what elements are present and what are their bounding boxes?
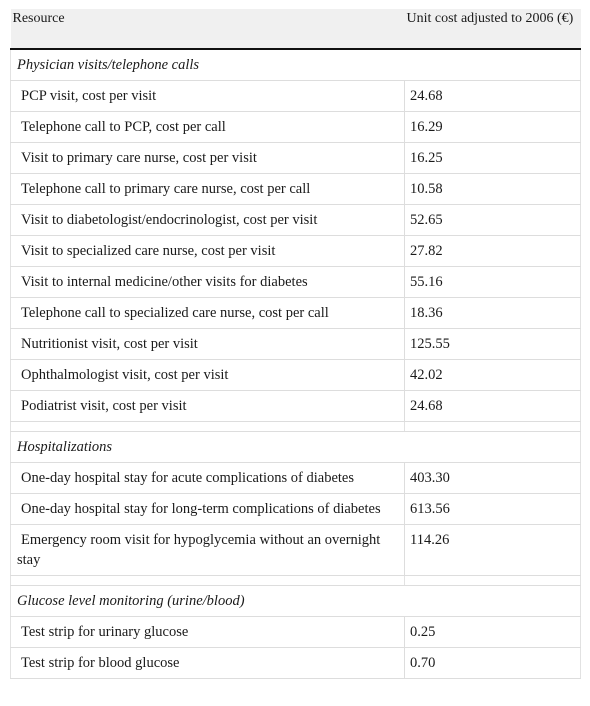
unit-cost-value: 27.82 (405, 236, 581, 267)
unit-cost-value: 24.68 (405, 81, 581, 112)
column-header-unit-cost: Unit cost adjusted to 2006 (€) (405, 9, 581, 49)
section-title: Physician visits/telephone calls (11, 49, 581, 81)
resource-label: Nutritionist visit, cost per visit (11, 329, 405, 360)
unit-cost-value: 55.16 (405, 267, 581, 298)
unit-cost-value: 24.68 (405, 391, 581, 422)
resource-label: Podiatrist visit, cost per visit (11, 391, 405, 422)
table-row (11, 236, 581, 267)
unit-cost-value: 0.25 (405, 617, 581, 648)
table-row (11, 174, 581, 205)
resource-label: One-day hospital stay for long-term complications of diabetes (11, 494, 405, 525)
unit-cost-value: 16.25 (405, 143, 581, 174)
spacer-row (11, 576, 581, 586)
table-row (11, 648, 581, 679)
unit-cost-value: 114.26 (405, 525, 581, 576)
unit-cost-value: 613.56 (405, 494, 581, 525)
table-header-row (11, 9, 581, 49)
table-row (11, 617, 581, 648)
table-row (11, 494, 581, 525)
table-row (11, 205, 581, 236)
unit-cost-value: 18.36 (405, 298, 581, 329)
resource-label: Telephone call to specialized care nurse, cost per call (11, 298, 405, 329)
unit-cost-value: 52.65 (405, 205, 581, 236)
table-row (11, 463, 581, 494)
unit-cost-value: 10.58 (405, 174, 581, 205)
spacer-row (11, 422, 581, 432)
table-row (11, 391, 581, 422)
section-row (11, 432, 581, 463)
resource-label: Test strip for blood glucose (11, 648, 405, 679)
section-title: Glucose level monitoring (urine/blood) (11, 586, 581, 617)
table-row (11, 329, 581, 360)
unit-cost-value: 16.29 (405, 112, 581, 143)
resource-label: Visit to primary care nurse, cost per visit (11, 143, 405, 174)
resource-label: Visit to diabetologist/endocrinologist, cost per visit (11, 205, 405, 236)
unit-cost-value: 42.02 (405, 360, 581, 391)
resource-label: Visit to specialized care nurse, cost per visit (11, 236, 405, 267)
table-row (11, 525, 581, 576)
table-row (11, 298, 581, 329)
unit-cost-value: 125.55 (405, 329, 581, 360)
resource-label: Emergency room visit for hypoglycemia without an overnight stay (11, 525, 405, 576)
resource-label: Telephone call to primary care nurse, cost per call (11, 174, 405, 205)
section-row (11, 49, 581, 81)
section-row (11, 586, 581, 617)
resource-label: PCP visit, cost per visit (11, 81, 405, 112)
table-row (11, 267, 581, 298)
unit-cost-value: 403.30 (405, 463, 581, 494)
table-row (11, 81, 581, 112)
table-row (11, 112, 581, 143)
resource-label: One-day hospital stay for acute complications of diabetes (11, 463, 405, 494)
table-row (11, 143, 581, 174)
section-title: Hospitalizations (11, 432, 581, 463)
table-row (11, 360, 581, 391)
resource-label: Telephone call to PCP, cost per call (11, 112, 405, 143)
resource-label: Visit to internal medicine/other visits for diabetes (11, 267, 405, 298)
unit-cost-value: 0.70 (405, 648, 581, 679)
resource-label: Ophthalmologist visit, cost per visit (11, 360, 405, 391)
column-header-resource: Resource (11, 9, 405, 49)
unit-cost-table (10, 9, 581, 679)
resource-label: Test strip for urinary glucose (11, 617, 405, 648)
